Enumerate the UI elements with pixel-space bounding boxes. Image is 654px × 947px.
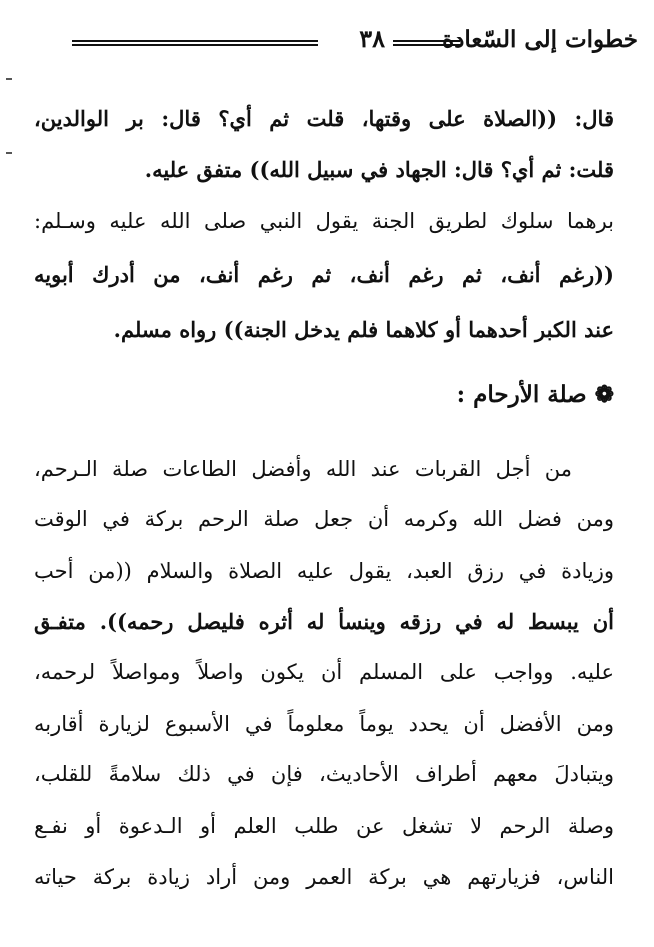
header-rule-long bbox=[72, 40, 318, 46]
section-title: ❁ صلة الأرحام : bbox=[456, 381, 614, 408]
text-line-12: ويتبادلَ معهم أطراف الأحاديث، فإن في ذلك سلامةً للقلب، bbox=[34, 762, 614, 786]
margin-mark bbox=[6, 152, 12, 154]
text-line-6: من أجل القربات عند الله وأفضل الطاعات صلة الـرحم، bbox=[34, 457, 572, 481]
text-line-4: ((رغم أنف، ثم رغم أنف، ثم رغم أنف، من أدرك أبويه bbox=[34, 262, 614, 287]
text-line-3: برهما سلوك لطريق الجنة يقول النبي صلى الله عليه وسـلم: bbox=[34, 209, 614, 233]
text-line-5: عند الكبر أحدهما أو كلاهما فلم يدخل الجنة)) رواه مسلم. bbox=[113, 317, 614, 342]
page-header bbox=[72, 22, 638, 62]
text-line-11: ومن الأفضل أن يحدد يوماً معلوماً في الأسبوع لزيارة أقاربه bbox=[34, 712, 614, 736]
text-line-8: وزيادة في رزق العبد، يقول عليه الصلاة والسلام ((من أحب bbox=[34, 559, 614, 583]
margin-mark bbox=[6, 78, 12, 80]
running-title: خطوات إلى السّعادة bbox=[442, 26, 638, 53]
page-number: ٣٨ bbox=[359, 24, 385, 53]
text-line-9: أن يبسط له في رزقه وينسأ له أثره فليصل رحمه)). متفـق bbox=[34, 609, 614, 634]
text-line-13: وصلة الرحم لا تشغل عن طلب العلم أو الـدعوة أو نفـع bbox=[34, 814, 614, 838]
text-line-2: قلت: ثم أي؟ قال: الجهاد في سبيل الله)) متفق عليه. bbox=[144, 157, 614, 182]
header-rule-short bbox=[393, 40, 460, 46]
text-line-1: قال: ((الصلاة على وقتها، قلت ثم أي؟ قال: بر الوالدين، bbox=[34, 106, 614, 131]
text-line-7: ومن فضل الله وكرمه أن جعل صلة الرحم بركة في الوقت bbox=[34, 507, 614, 531]
text-line-10: عليه. وواجب على المسلم أن يكون واصلاً ومواصلاً لرحمه، bbox=[34, 660, 614, 684]
text-line-14: الناس، فزيارتهم هي بركة العمر ومن أراد زيادة بركة حياته bbox=[34, 865, 615, 889]
